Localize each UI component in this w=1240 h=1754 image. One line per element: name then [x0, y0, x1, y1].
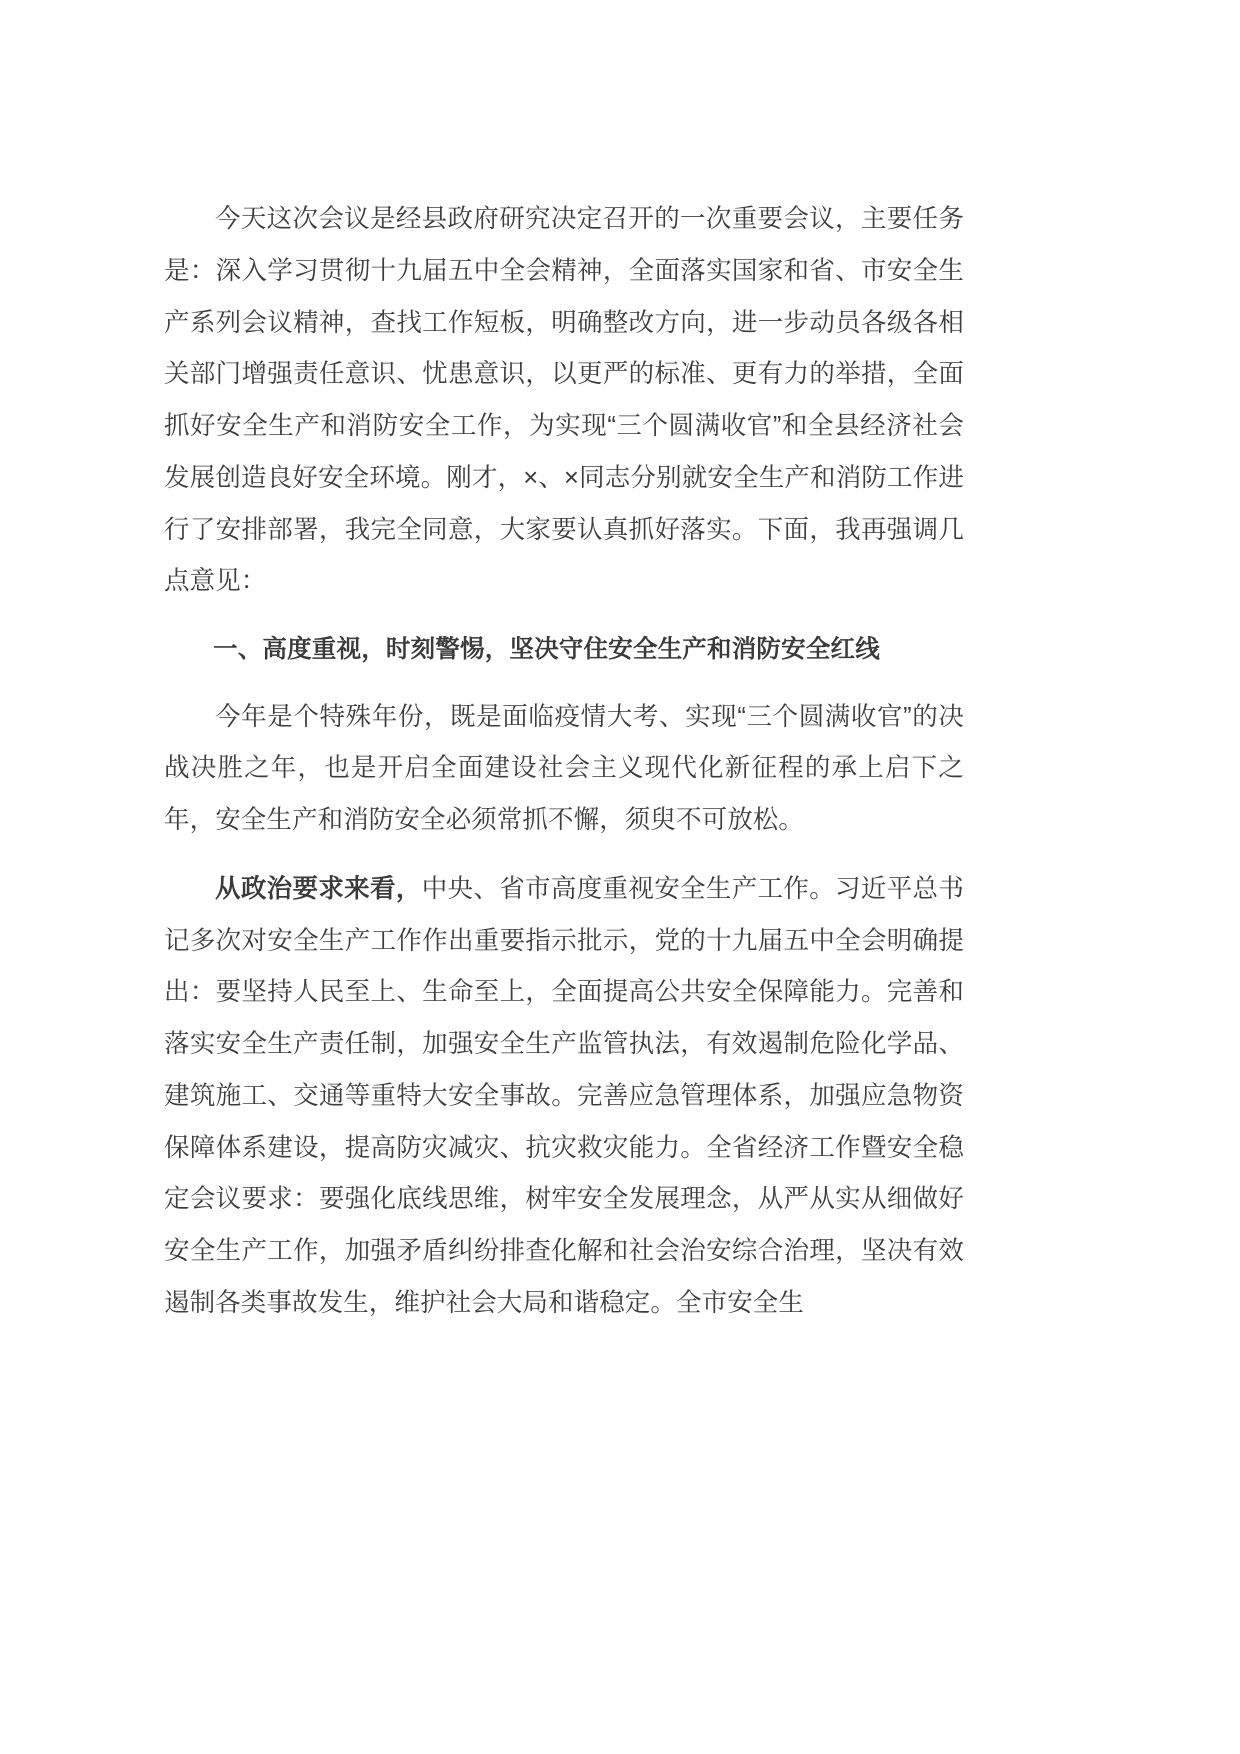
document-body [164, 0, 964, 1330]
paragraph-section-one-1: 今年是个特殊年份，既是面临疫情大考、实现“三个圆满收官”的决战决胜之年，也是开启全面建设社会主义现代化新征程的承上启下之年，安全生产和消防安全必须常抓不懈，须臾不可放松。 [164, 702, 964, 835]
page-title [164, 0, 964, 168]
section-heading-one: 一、高度重视，时刻警惕，坚决守住安全生产和消防安全红线 [213, 636, 880, 663]
paragraph-intro: 今天这次会议是经县政府研究决定召开的一次重要会议，主要任务是：深入学习贯彻十九届五中全会精神，全面落实国家和省、市安全生产系列会议精神，查找工作短板，明确整改方向，进一步动员各级各相关部门增强责任意识、忧患意识，以更严的标准、更有力的举措，全面抓好安全生产和消防安全工作，为实现“三个圆满收官”和全县经济社会发展创造良好安全环境。刚才，×、×同志分别就安全生产和消防工作进行了安排部署，我完全同意，大家要认真抓好落实。下面，我再强调几点意见： [164, 205, 964, 596]
paragraph-section-one-2 [164, 864, 964, 1330]
paragraph-lead-rest: 中央、省市高度重视安全生产工作。习近平总书记多次对安全生产工作作出重要指示批示，党的十九届五中全会明确提出：要坚持人民至上、生命至上，全面提高公共安全保障能力。完善和落实安全生产责任制，加强安全生产监管执法，有效遏制危险化学品、建筑施工、交通等重特大安全事故。完善应急管理体系，加强应急物资保障体系建设，提高防灾减灾、抗灾救灾能力。全省经济工作暨安全稳定会议要求：要强化底线思维，树牢安全发展理念，从严从实从细做好安全生产工作，加强矛盾纠纷排查化解和社会治安综合治理，坚决有效遏制各类事故发生，维护社会大局和谐稳定。全市安全生 [164, 874, 964, 1317]
paragraph-lead-in: 从政治要求来看， [215, 874, 422, 903]
